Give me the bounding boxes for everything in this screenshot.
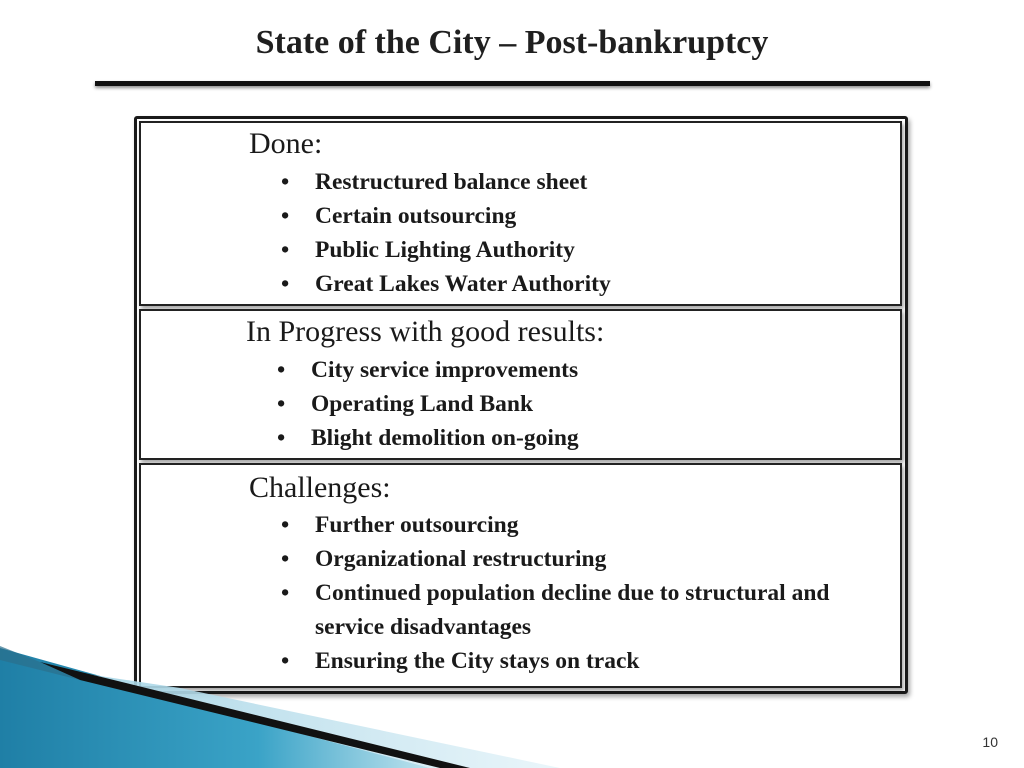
bullet-icon: • — [281, 512, 290, 538]
list-item: • Ensuring the City stays on track — [281, 644, 881, 678]
list-item: • Public Lighting Authority — [281, 233, 881, 267]
bullet-icon: • — [281, 169, 290, 195]
bullet-icon: • — [277, 391, 286, 417]
list-item: • Blight demolition on-going — [277, 421, 877, 455]
list-item: • Restructured balance sheet — [281, 165, 881, 199]
slide-number: 10 — [982, 734, 998, 750]
bullet-icon: • — [281, 271, 290, 297]
bullet-icon: • — [277, 425, 286, 451]
list-item: • Operating Land Bank — [277, 387, 877, 421]
list-item: • Organizational restructuring — [281, 542, 881, 576]
list-item: • Certain outsourcing — [281, 199, 881, 233]
bullet-icon: • — [281, 648, 290, 674]
list-item: • Further outsourcing — [281, 508, 881, 542]
bullet-icon: • — [281, 546, 290, 572]
section-heading-in-progress: In Progress with good results: — [246, 315, 605, 348]
title-underline — [95, 81, 930, 86]
list-item: • City service improvements — [277, 353, 877, 387]
section-heading-done: Done: — [249, 127, 323, 160]
bullet-icon: • — [281, 237, 290, 263]
list-done — [281, 165, 881, 301]
list-item: • Great Lakes Water Authority — [281, 267, 881, 301]
corner-swoosh-decoration — [0, 640, 560, 768]
section-heading-challenges: Challenges: — [249, 471, 391, 504]
list-item: • Continued population decline due to structural and service disadvantages — [281, 576, 881, 644]
bullet-icon: • — [281, 580, 290, 606]
slide-title: State of the City – Post-bankruptcy — [255, 24, 769, 61]
list-in-progress — [277, 353, 877, 455]
bullet-icon: • — [277, 357, 286, 383]
bullet-icon: • — [281, 203, 290, 229]
